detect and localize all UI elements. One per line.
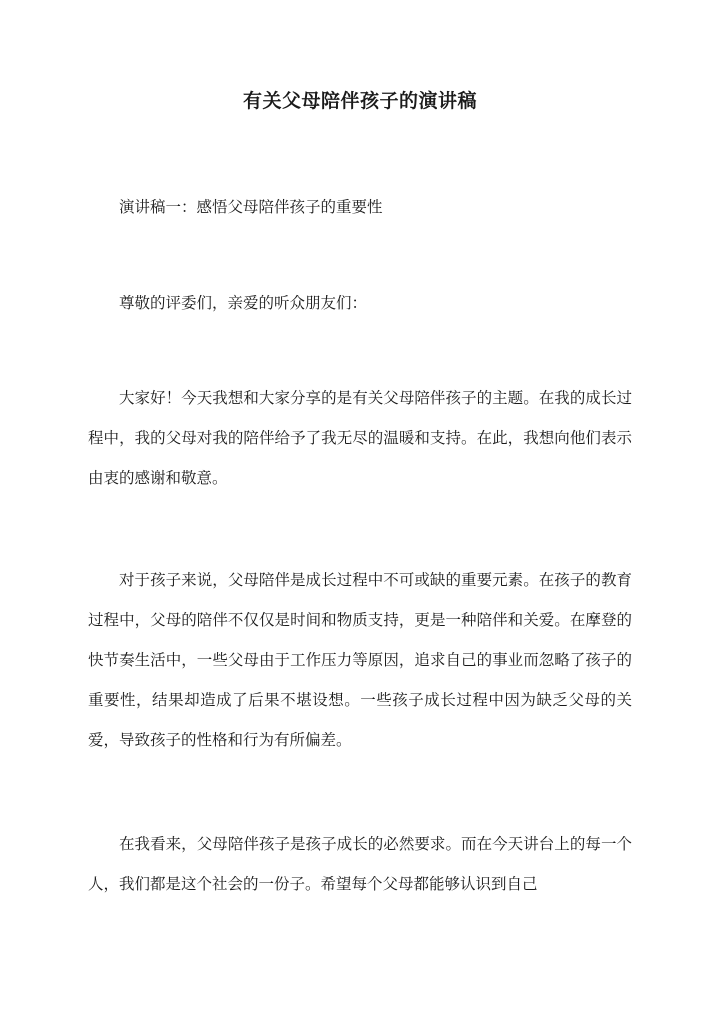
paragraph-greeting: 大家好！今天我想和大家分享的是有关父母陪伴孩子的主题。在我的成长过程中，我的父母对我的陪伴给予了我无尽的温暖和支持。在此，我想向他们表示由衷的感谢和敬意。 — [88, 389, 632, 487]
speech-heading: 演讲稿一：感悟父母陪伴孩子的重要性 — [119, 198, 383, 216]
salutation: 尊敬的评委们，亲爱的听众朋友们： — [119, 294, 368, 312]
paragraph-importance: 对于孩子来说，父母陪伴是成长过程中不可或缺的重要元素。在孩子的教育过程中，父母的陪伴不仅仅是时间和物质支持，更是一种陪伴和关爱。在摩登的快节奏生活中，一些父母由于工作压力等原因，追求自己的事业而忽略了孩子的重要性，结果却造成了后果不堪设想。一些孩子成长过程中因为缺乏父母的关爱，导致孩子的性格和行为有所偏差。 — [88, 571, 632, 749]
document-title: 有关父母陪伴孩子的演讲稿 — [242, 90, 477, 112]
paragraph-opinion: 在我看来，父母陪伴孩子是孩子成长的必然要求。而在今天讲台上的每一个人，我们都是这个社会的一份子。希望每个父母都能够认识到自己 — [88, 835, 632, 893]
